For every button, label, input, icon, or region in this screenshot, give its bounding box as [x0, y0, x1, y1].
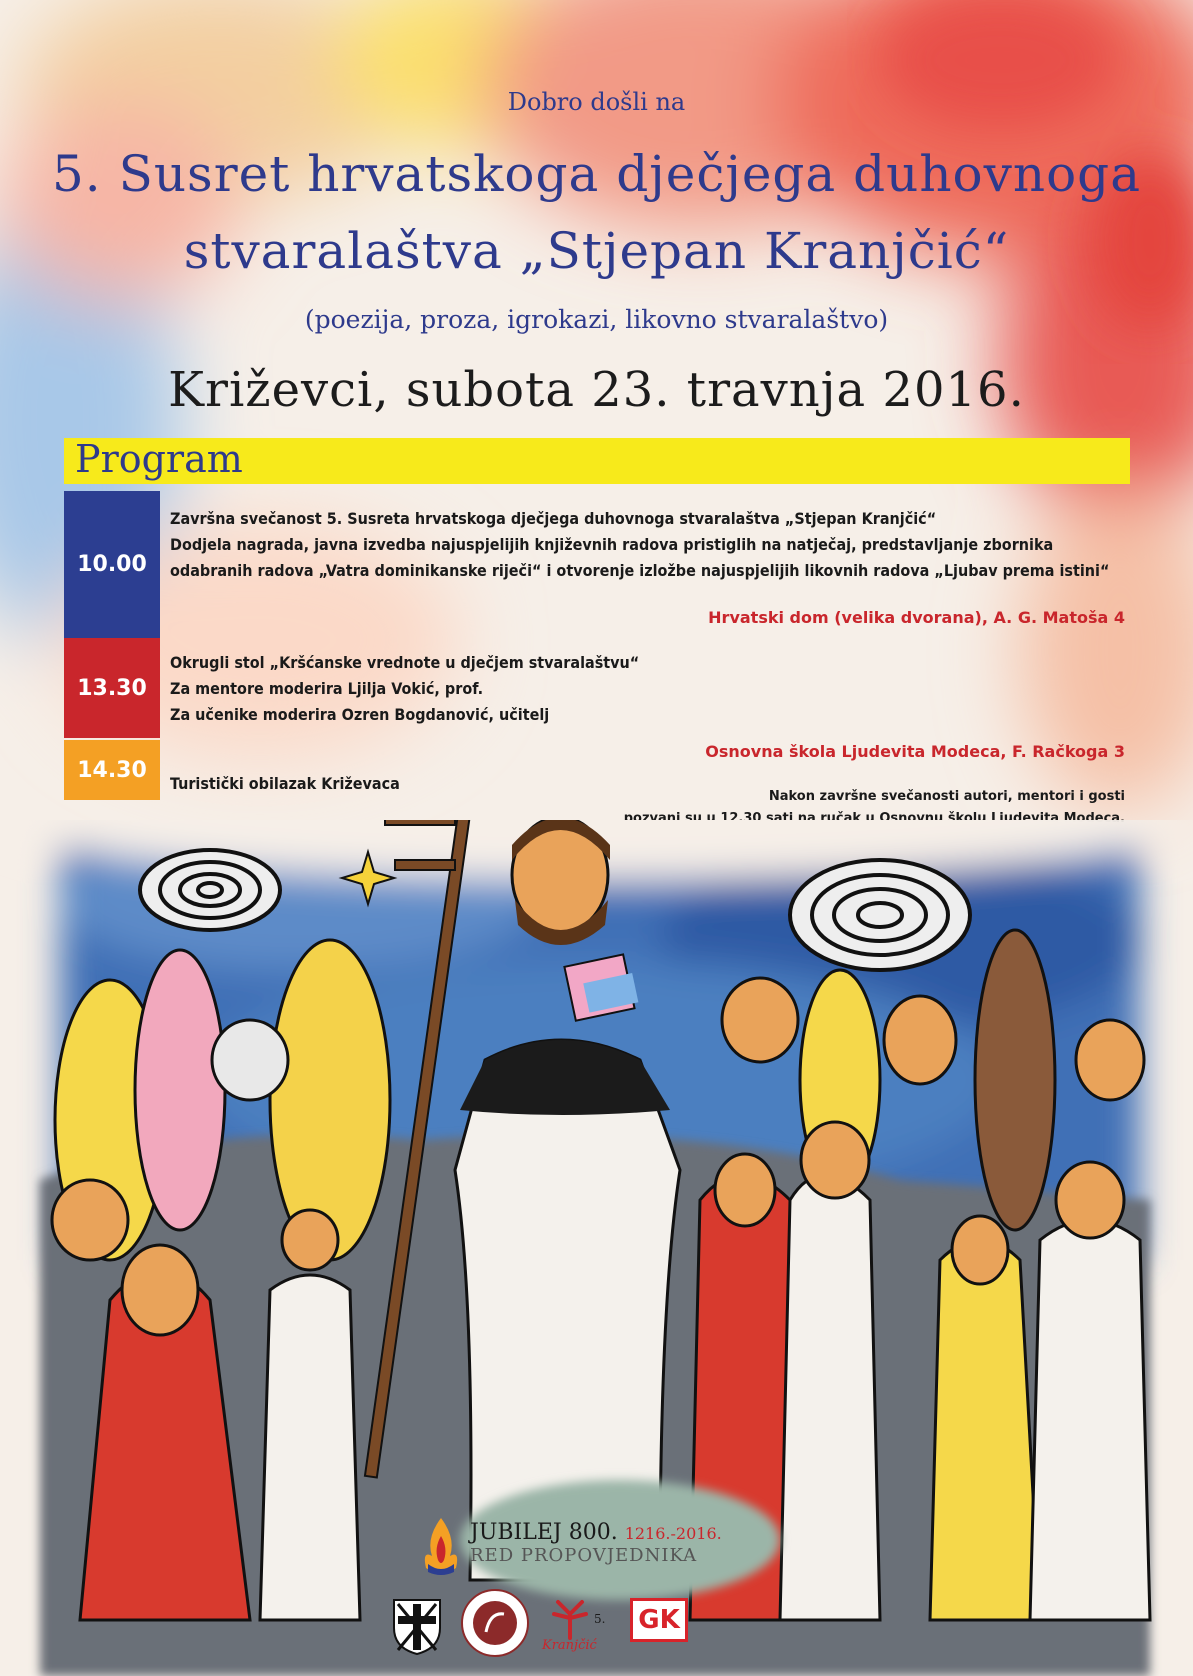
program-item-3	[170, 771, 570, 797]
program-heading: Program	[75, 437, 243, 481]
round-seal-icon	[460, 1588, 530, 1658]
order-name: RED PROPOVJEDNIKA	[470, 1545, 698, 1566]
program-item-1-location: Hrvatski dom (velika dvorana), A. G. Matoša 4	[708, 608, 1125, 627]
spiral-cloud-right	[790, 860, 970, 970]
event-subtitle: (poezija, proza, igrokazi, likovno stvaralaštvo)	[304, 305, 889, 334]
spiral-cloud-left	[140, 850, 280, 930]
welcome-text: Dobro došli na	[507, 88, 686, 116]
place-date: Križevci, subota 23. travnja 2016.	[168, 362, 1025, 418]
time-badge-3: 14.30	[64, 740, 160, 800]
lunch-note-line1: Nakon završne svečanosti autori, mentori i gosti	[768, 789, 1125, 804]
jubilee-flame-icon	[420, 1516, 462, 1576]
program-item-2-location: Osnovna škola Ljudevita Modeca, F. Račkoga 3	[705, 742, 1125, 761]
time-badge-1: 10.00	[64, 491, 160, 638]
jubilee-text	[470, 1520, 722, 1566]
program-item-1-line2: Dodjela nagrada, javna izvedba najuspjelijih književnih radova pristiglih na natječaj, predstavljanje zbornika	[170, 535, 1054, 554]
event-title-line2: stvaralaštva „Stjepan Kranjčić“	[183, 222, 1010, 280]
program-item-2-line2: Za mentore moderira Ljilja Vokić, prof.	[170, 679, 484, 698]
jubilee-years: 1216.-2016.	[624, 1524, 722, 1543]
program-item-1	[170, 506, 1130, 584]
kranjcic-hand-icon	[548, 1598, 592, 1642]
kranjcic-number: 5.	[594, 1612, 606, 1626]
program-item-1-line3: odabranih radova „Vatra dominikanske riječi“ i otvorenje izložbe najuspjelijih likovnih radova „Ljubav prema istini“	[170, 561, 1110, 580]
gk-logo: GK	[630, 1598, 688, 1642]
kranjcic-logo-text: Kranjčić	[542, 1638, 597, 1653]
program-item-1-line1: Završna svečanost 5. Susreta hrvatskoga dječjega duhovnoga stvaralaštva „Stjepan Kranjčić“	[170, 509, 937, 528]
program-item-3-line1: Turistički obilazak Križevaca	[170, 774, 400, 793]
program-item-2-line1: Okrugli stol „Kršćanske vrednote u dječjem stvaralaštvu“	[170, 653, 640, 672]
event-title-line1: 5. Susret hrvatskoga dječjega duhovnoga	[52, 145, 1141, 203]
dominican-shield-icon	[392, 1598, 442, 1656]
program-item-2	[170, 650, 870, 728]
jubilee-label: JUBILEJ 800.	[470, 1520, 618, 1545]
time-badge-2: 13.30	[64, 638, 160, 738]
lunch-note-line2: pozvani su u 12.30 sati na ručak u Osnovnu školu Ljudevita Modeca.	[623, 811, 1125, 826]
program-item-2-line3: Za učenike moderira Ozren Bogdanović, učitelj	[170, 705, 550, 724]
